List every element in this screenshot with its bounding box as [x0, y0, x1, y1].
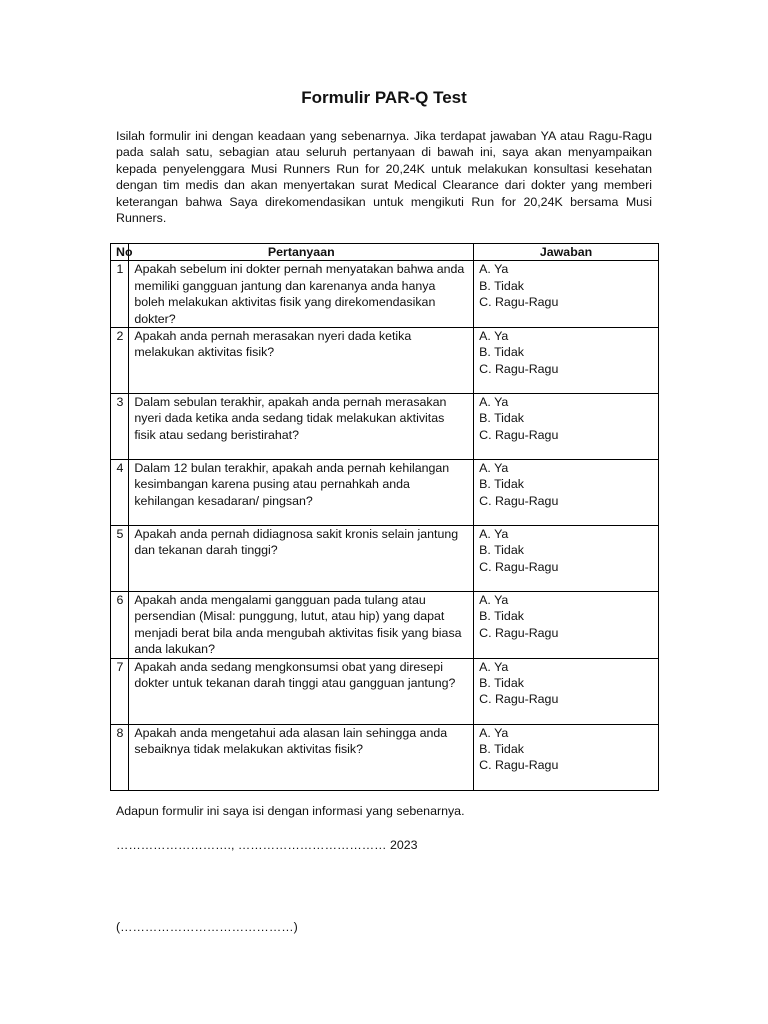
- signature-line: (……………………………………): [116, 920, 298, 934]
- row-number: 3: [111, 394, 129, 460]
- header-question: Pertanyaan: [129, 244, 474, 261]
- answer-option[interactable]: A. Ya: [479, 395, 509, 410]
- table-row: [111, 724, 659, 790]
- date-place-line: ………………………., ……………………………… 2023: [116, 838, 418, 852]
- answer-option[interactable]: B. Tidak: [479, 609, 524, 624]
- question-text: Dalam sebulan terakhir, apakah anda pernah merasakan nyeri dada ketika anda sedang tidak melakukan aktivitas fisik atau sedang beristirahat?: [129, 394, 474, 460]
- row-number: 4: [111, 460, 129, 526]
- row-number: 7: [111, 658, 129, 724]
- answer-option[interactable]: A. Ya: [479, 262, 509, 277]
- answer-option[interactable]: C. Ragu-Ragu: [479, 427, 559, 442]
- question-text: Apakah anda mengetahui ada alasan lain sehingga anda sebaiknya tidak melakukan aktivitas fisik?: [129, 724, 474, 790]
- table-row: [111, 328, 659, 394]
- answer-options: [474, 658, 659, 724]
- answer-options: [474, 592, 659, 659]
- answer-option[interactable]: C. Ragu-Ragu: [479, 625, 559, 640]
- question-text: Dalam 12 bulan terakhir, apakah anda pernah kehilangan kesimbangan karena pusing atau pernahkah anda kehilangan kesadaran/ pingsan?: [129, 460, 474, 526]
- intro-paragraph: Isilah formulir ini dengan keadaan yang sebenarnya. Jika terdapat jawaban YA atau Ragu-Ragu pada salah satu, sebagian atau seluruh pertanyaan di bawah ini, saya akan menyampaikan kepada penyelenggara Musi Runners Run for 20,24K untuk melakukan konsultasi kesehatan dengan tim medis dan akan menyertakan surat Medical Clearance dari dokter yang memberi keterangan bahwa Saya direkomendasikan untuk mengikuti Run for 20,24K bersama Musi Runners.: [116, 129, 652, 226]
- answer-option[interactable]: A. Ya: [479, 527, 509, 542]
- page-title: Formulir PAR-Q Test: [301, 88, 467, 107]
- table-row: [111, 394, 659, 460]
- answer-options: [474, 724, 659, 790]
- question-text: Apakah anda sedang mengkonsumsi obat yang diresepi dokter untuk tekanan darah tinggi atau gangguan jantung?: [129, 658, 474, 724]
- answer-option[interactable]: C. Ragu-Ragu: [479, 361, 559, 376]
- question-text: Apakah anda pernah didiagnosa sakit kronis selain jantung dan tekanan darah tinggi?: [129, 526, 474, 592]
- answer-option[interactable]: C. Ragu-Ragu: [479, 692, 559, 707]
- answer-option[interactable]: B. Tidak: [479, 411, 524, 426]
- header-no: No: [111, 244, 129, 261]
- question-text: Apakah sebelum ini dokter pernah menyatakan bahwa anda memiliki gangguan jantung dan karenanya anda hanya boleh melakukan aktivitas fisik yang direkomendasikan dokter?: [129, 261, 474, 328]
- table-row: [111, 658, 659, 724]
- table-row: [111, 526, 659, 592]
- answer-options: [474, 526, 659, 592]
- answer-options: [474, 261, 659, 328]
- answer-option[interactable]: C. Ragu-Ragu: [479, 758, 559, 773]
- answer-option[interactable]: A. Ya: [479, 329, 509, 344]
- answer-options: [474, 460, 659, 526]
- answer-options: [474, 394, 659, 460]
- closing-statement: Adapun formulir ini saya isi dengan informasi yang sebenarnya.: [116, 804, 465, 818]
- answer-option[interactable]: B. Tidak: [479, 345, 524, 360]
- row-number: 1: [111, 261, 129, 328]
- parq-table: [110, 243, 659, 791]
- answer-option[interactable]: C. Ragu-Ragu: [479, 295, 559, 310]
- table-row: [111, 592, 659, 659]
- answer-option[interactable]: B. Tidak: [479, 676, 524, 691]
- question-text: Apakah anda pernah merasakan nyeri dada ketika melakukan aktivitas fisik?: [129, 328, 474, 394]
- table-header-row: [111, 244, 659, 261]
- answer-option[interactable]: A. Ya: [479, 725, 509, 740]
- answer-option[interactable]: B. Tidak: [479, 477, 524, 492]
- row-number: 2: [111, 328, 129, 394]
- answer-option[interactable]: A. Ya: [479, 461, 509, 476]
- row-number: 6: [111, 592, 129, 659]
- answer-option[interactable]: B. Tidak: [479, 742, 524, 757]
- row-number: 8: [111, 724, 129, 790]
- answer-option[interactable]: C. Ragu-Ragu: [479, 559, 559, 574]
- answer-option[interactable]: B. Tidak: [479, 278, 524, 293]
- row-number: 5: [111, 526, 129, 592]
- answer-option[interactable]: C. Ragu-Ragu: [479, 493, 559, 508]
- answer-option[interactable]: A. Ya: [479, 593, 509, 608]
- header-answer: Jawaban: [474, 244, 659, 261]
- answer-option[interactable]: A. Ya: [479, 659, 509, 674]
- answer-options: [474, 328, 659, 394]
- question-text: Apakah anda mengalami gangguan pada tulang atau persendian (Misal: punggung, lutut, atau hip) yang dapat menjadi berat bila anda mengubah aktivitas fisik yang biasa anda lakukan?: [129, 592, 474, 659]
- table-row: [111, 261, 659, 328]
- table-row: [111, 460, 659, 526]
- answer-option[interactable]: B. Tidak: [479, 543, 524, 558]
